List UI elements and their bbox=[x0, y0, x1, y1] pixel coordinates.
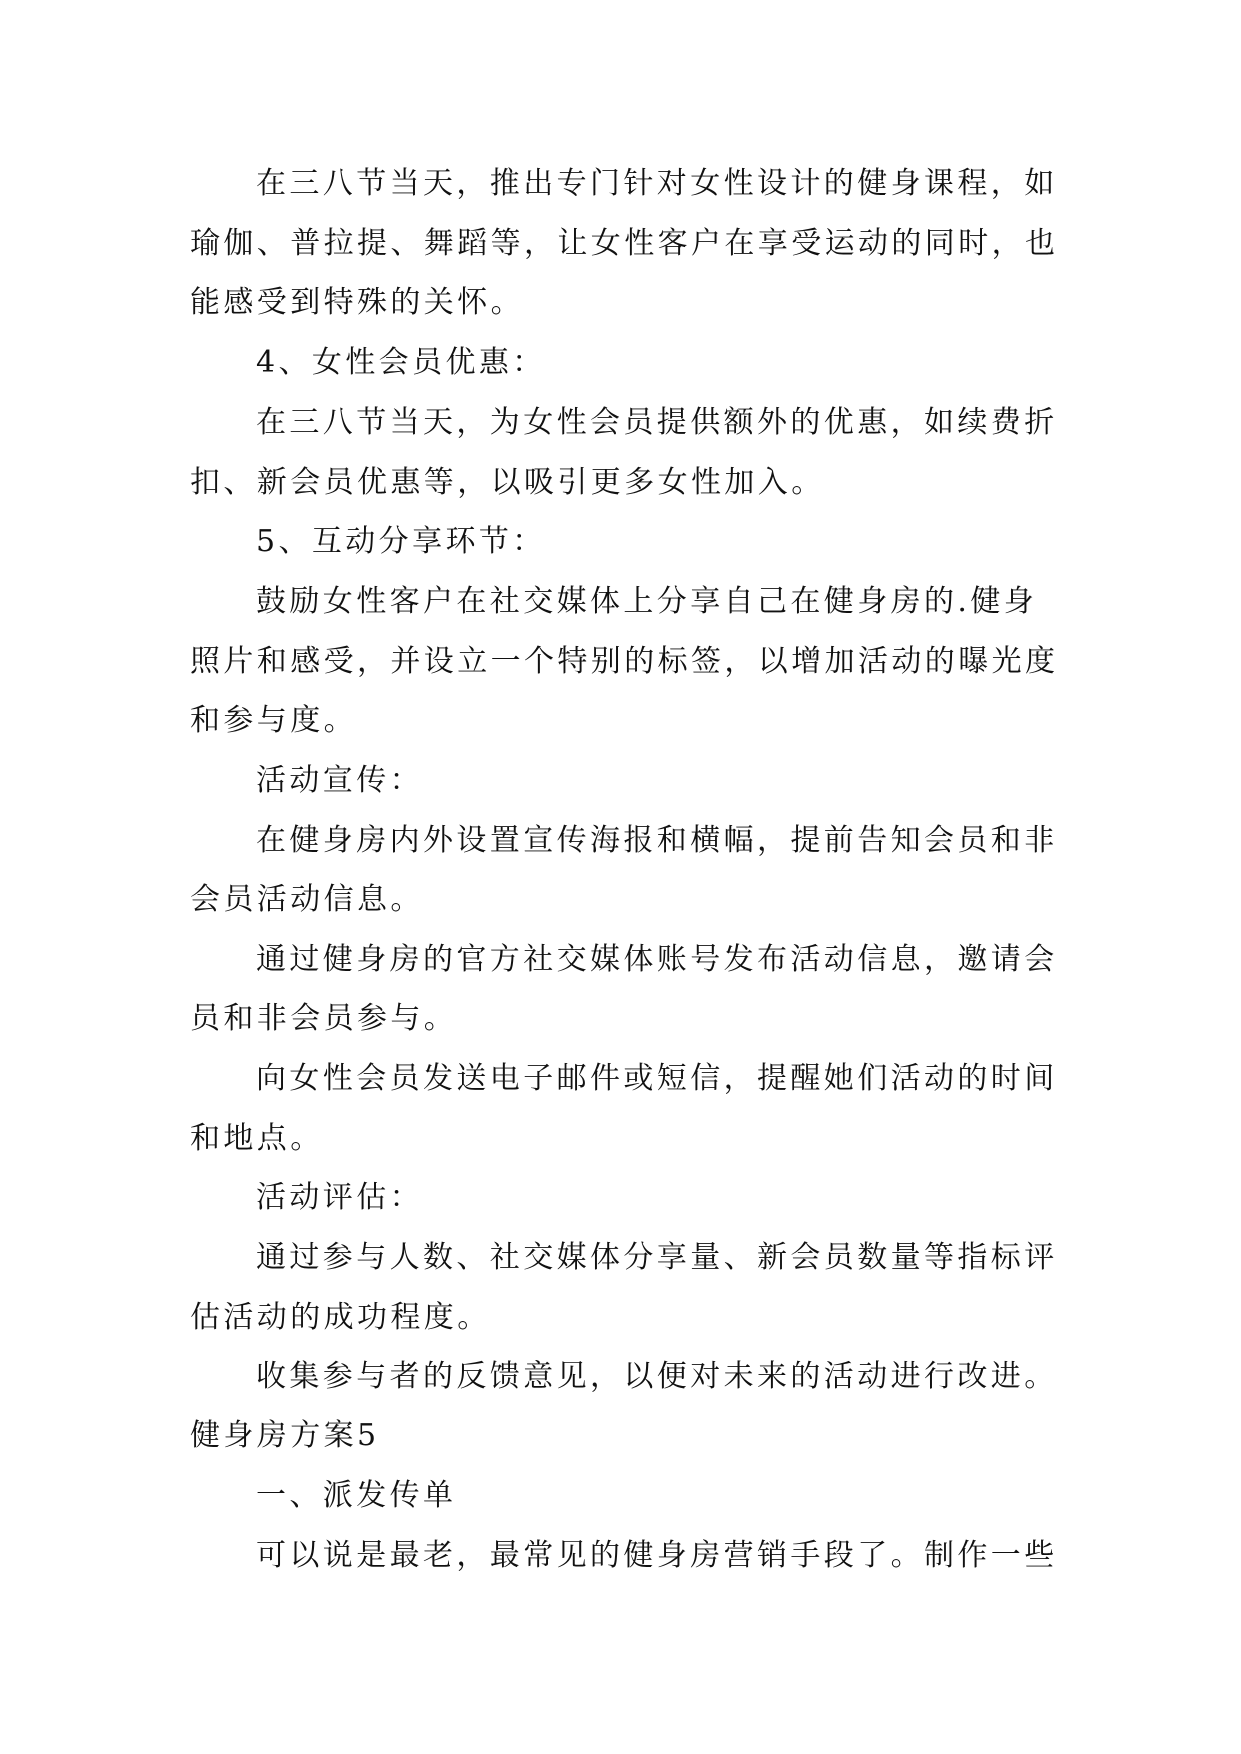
paragraph-line: 在三八节当天，推出专门针对女性设计的健身课程，如 bbox=[256, 166, 1058, 201]
paragraph-line: 可以说是最老，最常见的健身房营销手段了。制作一些 bbox=[256, 1538, 1058, 1573]
paragraph-line: 在健身房内外设置宣传海报和横幅，提前告知会员和非 bbox=[256, 823, 1058, 858]
paragraph-line: 通过健身房的官方社交媒体账号发布活动信息，邀请会 bbox=[256, 942, 1058, 977]
paragraph-line: 鼓励女性客户在社交媒体上分享自己在健身房的.健身 bbox=[256, 584, 1038, 619]
paragraph-line: 能感受到特殊的关怀。 bbox=[190, 285, 524, 320]
paragraph-line: 估活动的成功程度。 bbox=[190, 1300, 491, 1335]
paragraph-line: 收集参与者的反馈意见，以便对未来的活动进行改进。 bbox=[256, 1359, 1058, 1394]
paragraph-line: 通过参与人数、社交媒体分享量、新会员数量等指标评 bbox=[256, 1240, 1058, 1275]
section-heading: 4、女性会员优惠： bbox=[256, 345, 546, 380]
paragraph-line: 员和非会员参与。 bbox=[190, 1001, 458, 1036]
document-heading: 健身房方案5 bbox=[190, 1418, 380, 1453]
paragraph-line: 和地点。 bbox=[190, 1121, 324, 1156]
paragraph-line: 扣、新会员优惠等，以吸引更多女性加入。 bbox=[190, 465, 825, 500]
section-heading: 活动评估： bbox=[256, 1180, 423, 1215]
paragraph-line: 在三八节当天，为女性会员提供额外的优惠，如续费折 bbox=[256, 405, 1058, 440]
section-heading: 活动宣传： bbox=[256, 763, 423, 798]
section-heading: 5、互动分享环节： bbox=[256, 524, 546, 559]
paragraph-line: 和参与度。 bbox=[190, 703, 357, 738]
paragraph-line: 瑜伽、普拉提、舞蹈等，让女性客户在享受运动的同时，也 bbox=[190, 226, 1059, 261]
section-heading: 一、派发传单 bbox=[256, 1478, 457, 1513]
paragraph-line: 照片和感受，并设立一个特别的标签，以增加活动的曝光度 bbox=[190, 644, 1059, 679]
paragraph-line: 会员活动信息。 bbox=[190, 882, 424, 917]
paragraph-line: 向女性会员发送电子邮件或短信，提醒她们活动的时间 bbox=[256, 1061, 1058, 1096]
